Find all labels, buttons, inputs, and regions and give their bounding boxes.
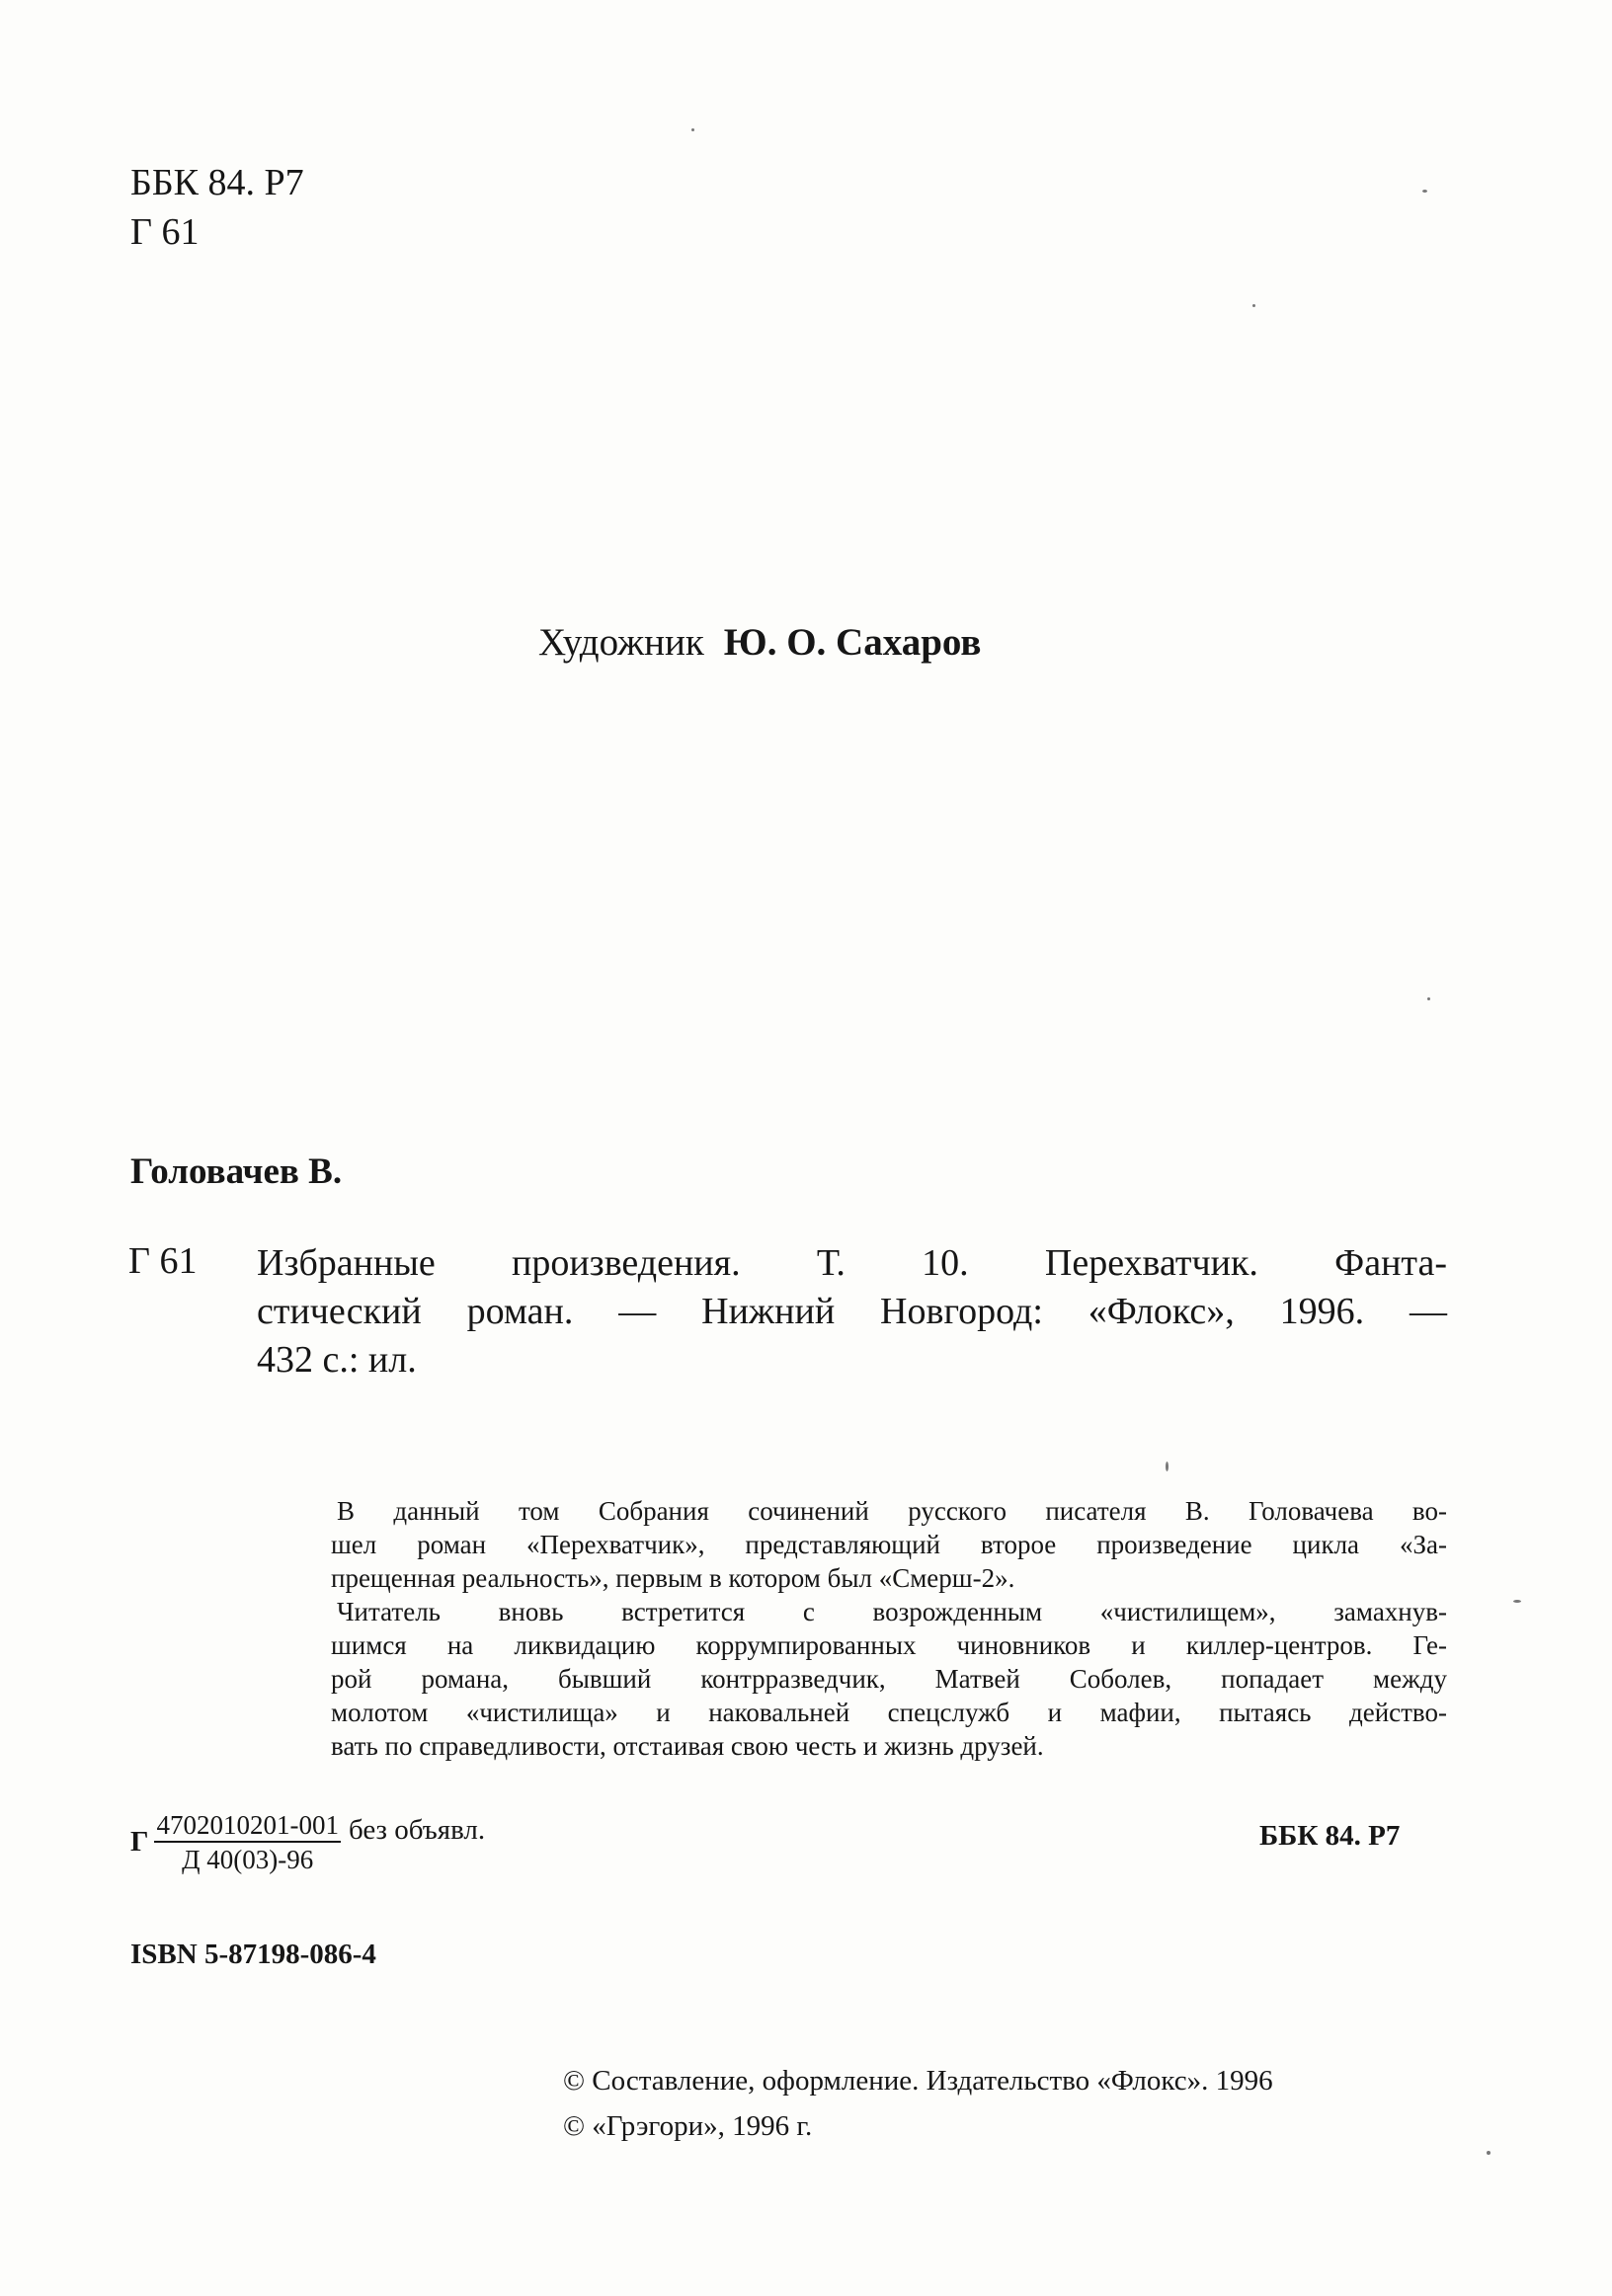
scan-speck [1166, 1462, 1169, 1471]
annotation-line: молотом «чистилища» и наковальней спецслужб и мафии, пытаясь действо- [331, 1698, 1447, 1727]
artist-label: Художник [538, 621, 704, 664]
annotation-line: шимся на ликвидацию коррумпированных чиновников и киллер-центров. Ге- [331, 1630, 1447, 1660]
scan-speck [691, 128, 694, 131]
copyright-line: © Составление, оформление. Издательство «Флокс». 1996 [563, 2065, 1273, 2097]
annotation-line: В данный том Собрания сочинений русского писателя В. Головачева во- [337, 1496, 1447, 1526]
bbk-classification: ББК 84. Р7 [130, 162, 304, 203]
artist-credit [538, 620, 981, 665]
annotation-line: вать по справедливости, отстаивая свою честь и жизнь друзей. [331, 1731, 1044, 1761]
author-mark: Г 61 [130, 211, 200, 253]
bibliographic-line: 432 с.: ил. [257, 1339, 417, 1381]
publication-code-note: без объявл. [348, 1814, 486, 1846]
publication-code-letter: Г [130, 1826, 149, 1858]
publication-code [130, 1810, 485, 1874]
copyright-block [563, 2058, 1273, 2149]
author-heading: Головачев В. [130, 1151, 343, 1192]
scan-speck [1513, 1600, 1521, 1603]
scan-speck [1427, 997, 1430, 1000]
annotation-line: шел роман «Перехватчик», представляющий второе произведение цикла «За- [331, 1530, 1447, 1559]
scan-speck [1422, 190, 1427, 193]
scan-speck [1487, 2151, 1491, 2155]
isbn: ISBN 5-87198-086-4 [130, 1939, 376, 1970]
bibliographic-line: Избранные произведения. Т. 10. Перехватчик. Фанта- [257, 1242, 1447, 1284]
publication-code-numerator: 4702010201-001 [154, 1810, 341, 1843]
bibliographic-line: стический роман. — Нижний Новгород: «Флокс», 1996. — [257, 1291, 1447, 1332]
publication-code-denominator: Д 40(03)-96 [182, 1845, 314, 1874]
scan-speck [1252, 304, 1255, 307]
copyright-line: © «Грэгори», 1996 г. [563, 2110, 813, 2142]
annotation-line: рой романа, бывший контрразведчик, Матвей Соболев, попадает между [331, 1664, 1447, 1694]
artist-name: Ю. О. Сахаров [723, 621, 982, 664]
annotation-line: Читатель вновь встретится с возрожденным «чистилищем», замахнув- [337, 1597, 1447, 1626]
annotation [331, 1494, 1447, 1763]
catalog-code: Г 61 [128, 1240, 198, 1282]
library-index-block [130, 158, 304, 257]
publication-code-fraction [154, 1810, 341, 1874]
annotation-line: прещенная реальность», первым в котором был «Смерш-2». [331, 1563, 1015, 1593]
bbk-classification-right: ББК 84. Р7 [1259, 1820, 1401, 1852]
bibliographic-entry [257, 1239, 1447, 1385]
